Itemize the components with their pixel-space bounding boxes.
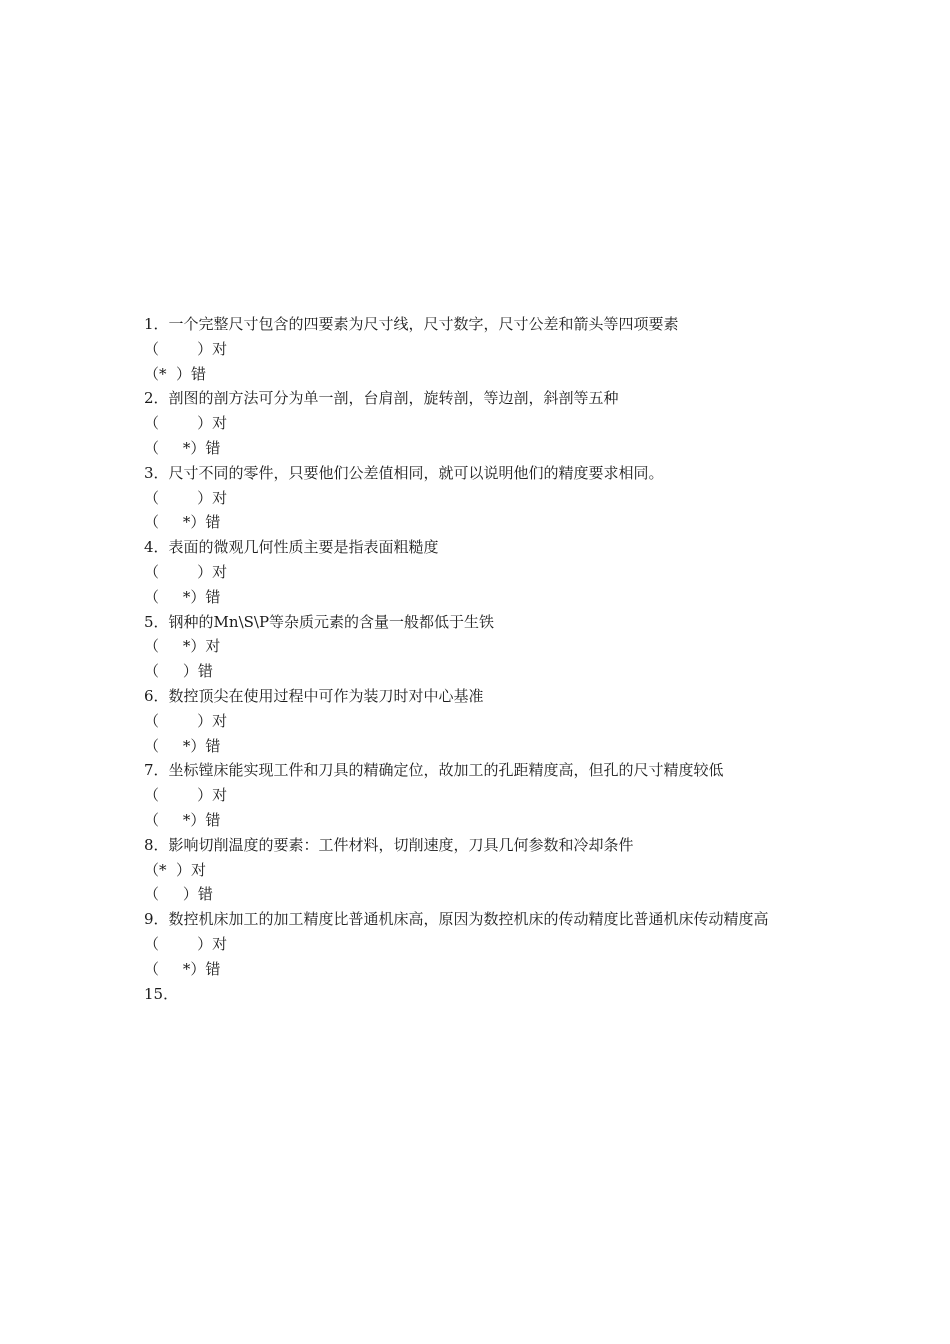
question-1 [144, 312, 814, 386]
question-2 [144, 386, 814, 460]
option-wrong: （ *）错 [144, 810, 221, 829]
option-correct: （ ）对 [144, 414, 228, 433]
question-text: 5．钢种的Mn\S\P等杂质元素的含量一般都低于生铁 [144, 612, 495, 631]
option-wrong: （* ）错 [144, 364, 207, 383]
question-text: 8．影响切削温度的要素：工件材料，切削速度，刀具几何参数和冷却条件 [144, 835, 634, 854]
option-wrong: （ *）错 [144, 587, 221, 606]
option-wrong: （ *）错 [144, 438, 221, 457]
question-6 [144, 684, 814, 758]
question-9 [144, 907, 814, 981]
trailing-question-number: 15． [144, 984, 179, 1003]
option-correct: （ ）对 [144, 711, 228, 730]
question-4 [144, 535, 814, 609]
question-3 [144, 461, 814, 535]
option-correct: （* ）对 [144, 860, 207, 879]
question-5 [144, 610, 814, 684]
question-7 [144, 758, 814, 832]
option-correct: （ ）对 [144, 934, 228, 953]
question-text: 2．剖图的剖方法可分为单一剖，台肩剖，旋转剖，等边剖，斜剖等五种 [144, 389, 619, 408]
question-text: 3．尺寸不同的零件，只要他们公差值相同，就可以说明他们的精度要求相同。 [144, 463, 664, 482]
option-correct: （ ）对 [144, 339, 228, 358]
option-correct: （ ）对 [144, 562, 228, 581]
question-list [144, 312, 814, 1006]
question-text: 7．坐标镗床能实现工件和刀具的精确定位，故加工的孔距精度高，但孔的尺寸精度较低 [144, 761, 724, 780]
option-correct: （ ）对 [144, 786, 228, 805]
option-correct: （ *）对 [144, 637, 221, 656]
question-text: 6．数控顶尖在使用过程中可作为装刀时对中心基准 [144, 686, 484, 705]
question-text: 1．一个完整尺寸包含的四要素为尺寸线，尺寸数字，尺寸公差和箭头等四项要素 [144, 315, 679, 333]
question-8 [144, 833, 814, 907]
option-wrong: （ *）错 [144, 959, 221, 978]
option-wrong: （ *）错 [144, 736, 221, 755]
question-text: 9．数控机床加工的加工精度比普通机床高，原因为数控机床的传动精度比普通机床传动精度高 [144, 910, 769, 929]
option-correct: （ ）对 [144, 488, 228, 507]
question-text: 4．表面的微观几何性质主要是指表面粗糙度 [144, 538, 439, 557]
option-wrong: （ *）错 [144, 513, 221, 532]
option-wrong: （ ）错 [144, 885, 213, 904]
option-wrong: （ ）错 [144, 662, 213, 681]
